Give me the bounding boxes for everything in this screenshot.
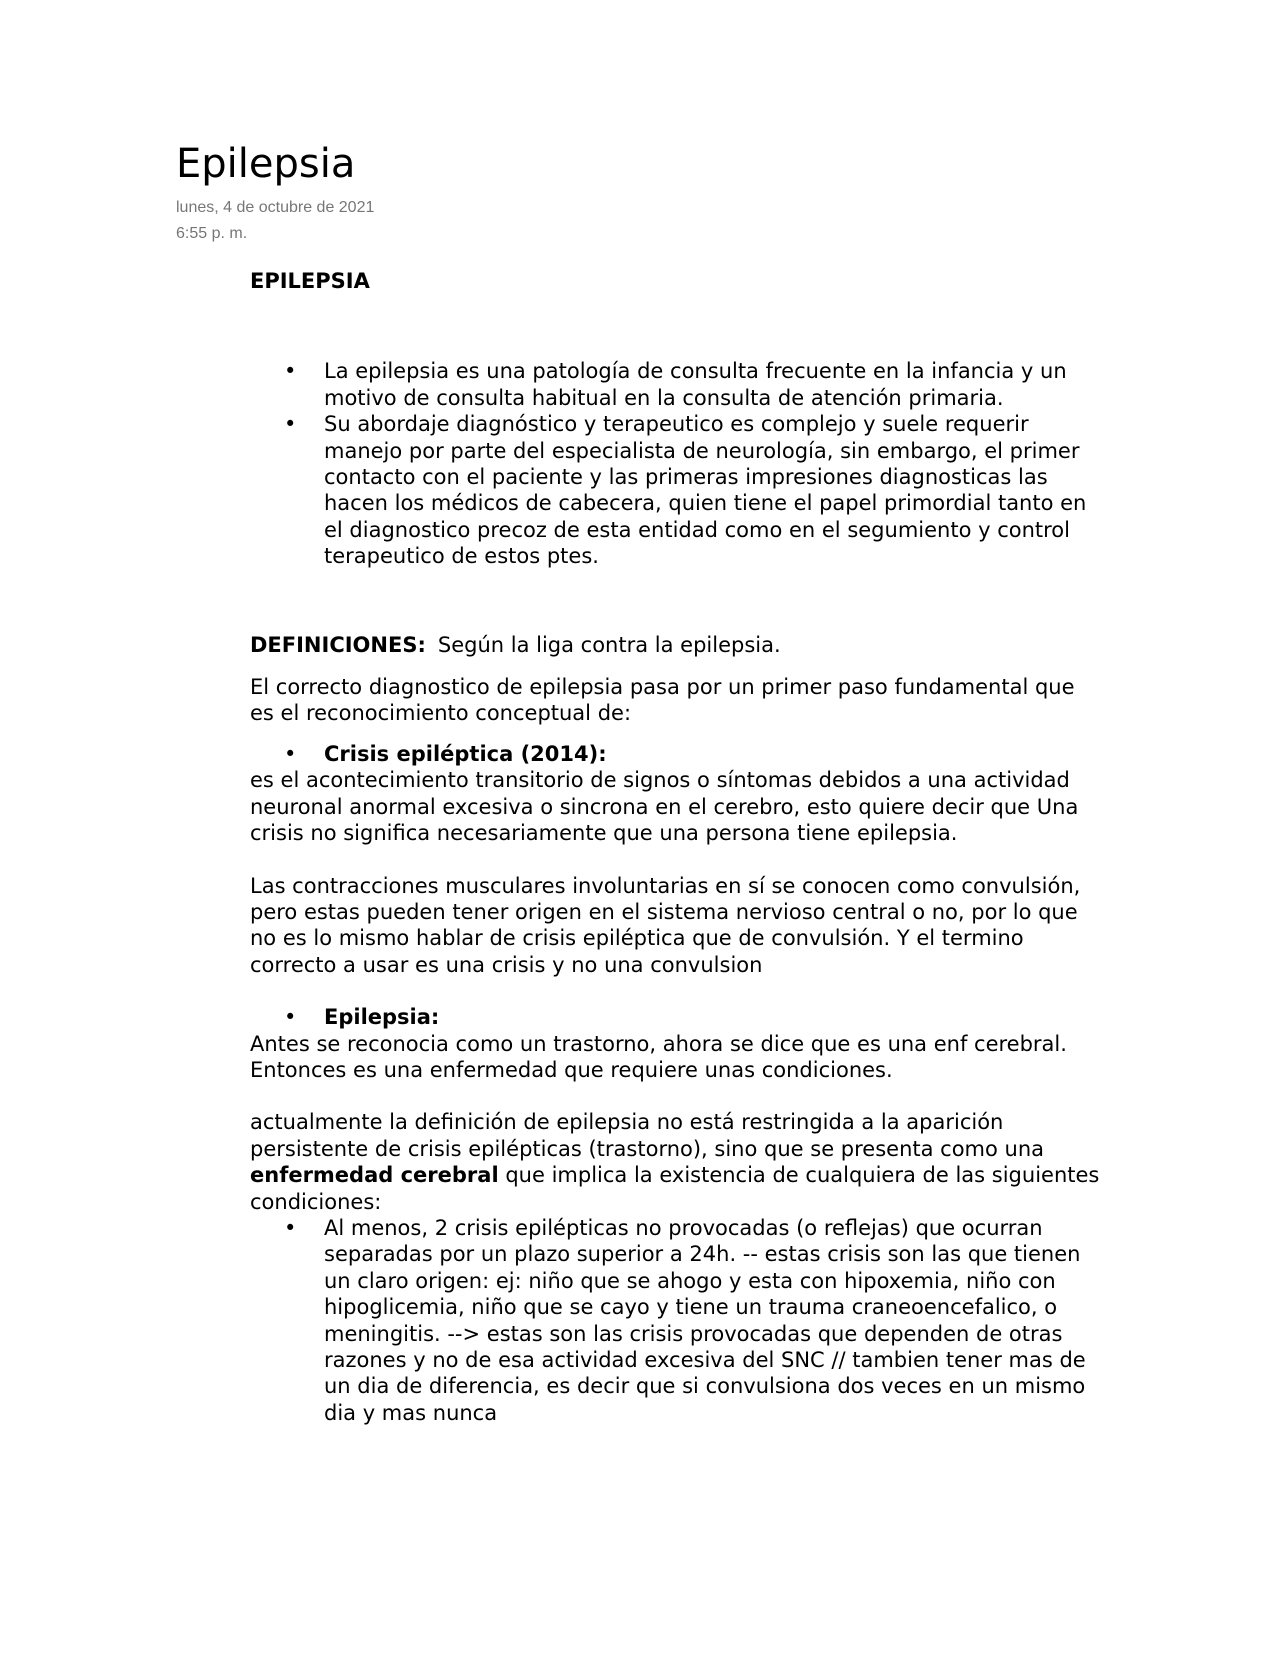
bullet-icon: • — [284, 1215, 297, 1240]
bullet-icon: • — [284, 741, 297, 766]
conditions-list — [250, 1215, 1100, 1426]
crisis-list — [250, 741, 1100, 767]
list-item — [250, 741, 1100, 767]
definitions-label: DEFINICIONES: — [250, 632, 426, 657]
epilepsia-list — [250, 1004, 1100, 1030]
paragraph: es el acontecimiento transitorio de signos o síntomas debidos a una actividad neuronal anormal excesiva o sincrona en el cerebro, esto quiere decir que Una crisis no significa necesariamente que una persona tiene epilepsia. — [250, 768, 1079, 846]
bullet-icon: • — [284, 412, 297, 437]
intro-list — [250, 358, 1100, 569]
list-item — [250, 1004, 1100, 1030]
epilepsia-label: Epilepsia: — [324, 1005, 440, 1030]
crisis-label: Crisis epiléptica (2014): — [324, 741, 607, 766]
note-content[interactable] — [250, 268, 1100, 1426]
paragraph: actualmente la definición de epilepsia no está restringida a la aparición persistente de crisis epilépticas (trastorno), sino que se presenta como una enfermedad cerebral que implica la existencia de cualquiera de las siguientes condiciones: — [250, 1110, 1100, 1214]
definitions-line — [250, 632, 1100, 658]
page-time: 6:55 p. m. — [176, 225, 248, 242]
bullet-icon: • — [284, 1005, 297, 1030]
paragraph: Las contracciones musculares involuntarias en sí se conocen como convulsión, pero estas pueden tener origen en el sistema nervioso central o no, por lo que no es lo mismo hablar de crisis epiléptica que de convulsión. Y el termino correcto a usar es una crisis y no una convulsion — [250, 873, 1081, 977]
page-date: lunes, 4 de octubre de 2021 — [176, 199, 375, 216]
section-heading: EPILEPSIA — [250, 269, 370, 293]
definitions-text: Según la liga contra la epilepsia. — [437, 632, 781, 657]
list-item: • La epilepsia es una patología de consulta frecuente en la infancia y un motivo de consulta habitual en la consulta de atención primaria. — [284, 359, 1067, 410]
list-item: • Al menos, 2 crisis epilépticas no provocadas (o reflejas) que ocurran separadas por un plazo superior a 24h. -- estas crisis son las que tienen un claro origen: ej: niño que se ahogo y esta con hipoxemia, niño con hipoglicemia, niño que se cayo y tiene un trauma craneoencefalico, o meningitis. --> estas son las crisis provocadas que dependen de otras razones y no de esa actividad excesiva del SNC // tambien tener mas de un dia de diferencia, es decir que si convulsiona dos veces en un mismo dia y mas nunca — [284, 1215, 1086, 1425]
page-title: Epilepsia — [176, 141, 356, 187]
list-item: • Su abordaje diagnóstico y terapeutico es complejo y suele requerir manejo por parte del especialista de neurología, sin embargo, el primer contacto con el paciente y las primeras impresiones diagnosticas las hacen los médicos de cabecera, quien tiene el papel primordial tanto en el diagnostico precoz de esta entidad como en el segumiento y control terapeutico de estos ptes. — [284, 412, 1087, 569]
bold-term: enfermedad cerebral — [250, 1163, 499, 1188]
paragraph: El correcto diagnostico de epilepsia pasa por un primer paso fundamental que es el reconocimiento conceptual de: — [250, 675, 1075, 726]
bullet-icon: • — [284, 359, 297, 384]
paragraph: Antes se reconocia como un trastorno, ahora se dice que es una enf cerebral. Entonces es una enfermedad que requiere unas condiciones. — [250, 1031, 1067, 1082]
